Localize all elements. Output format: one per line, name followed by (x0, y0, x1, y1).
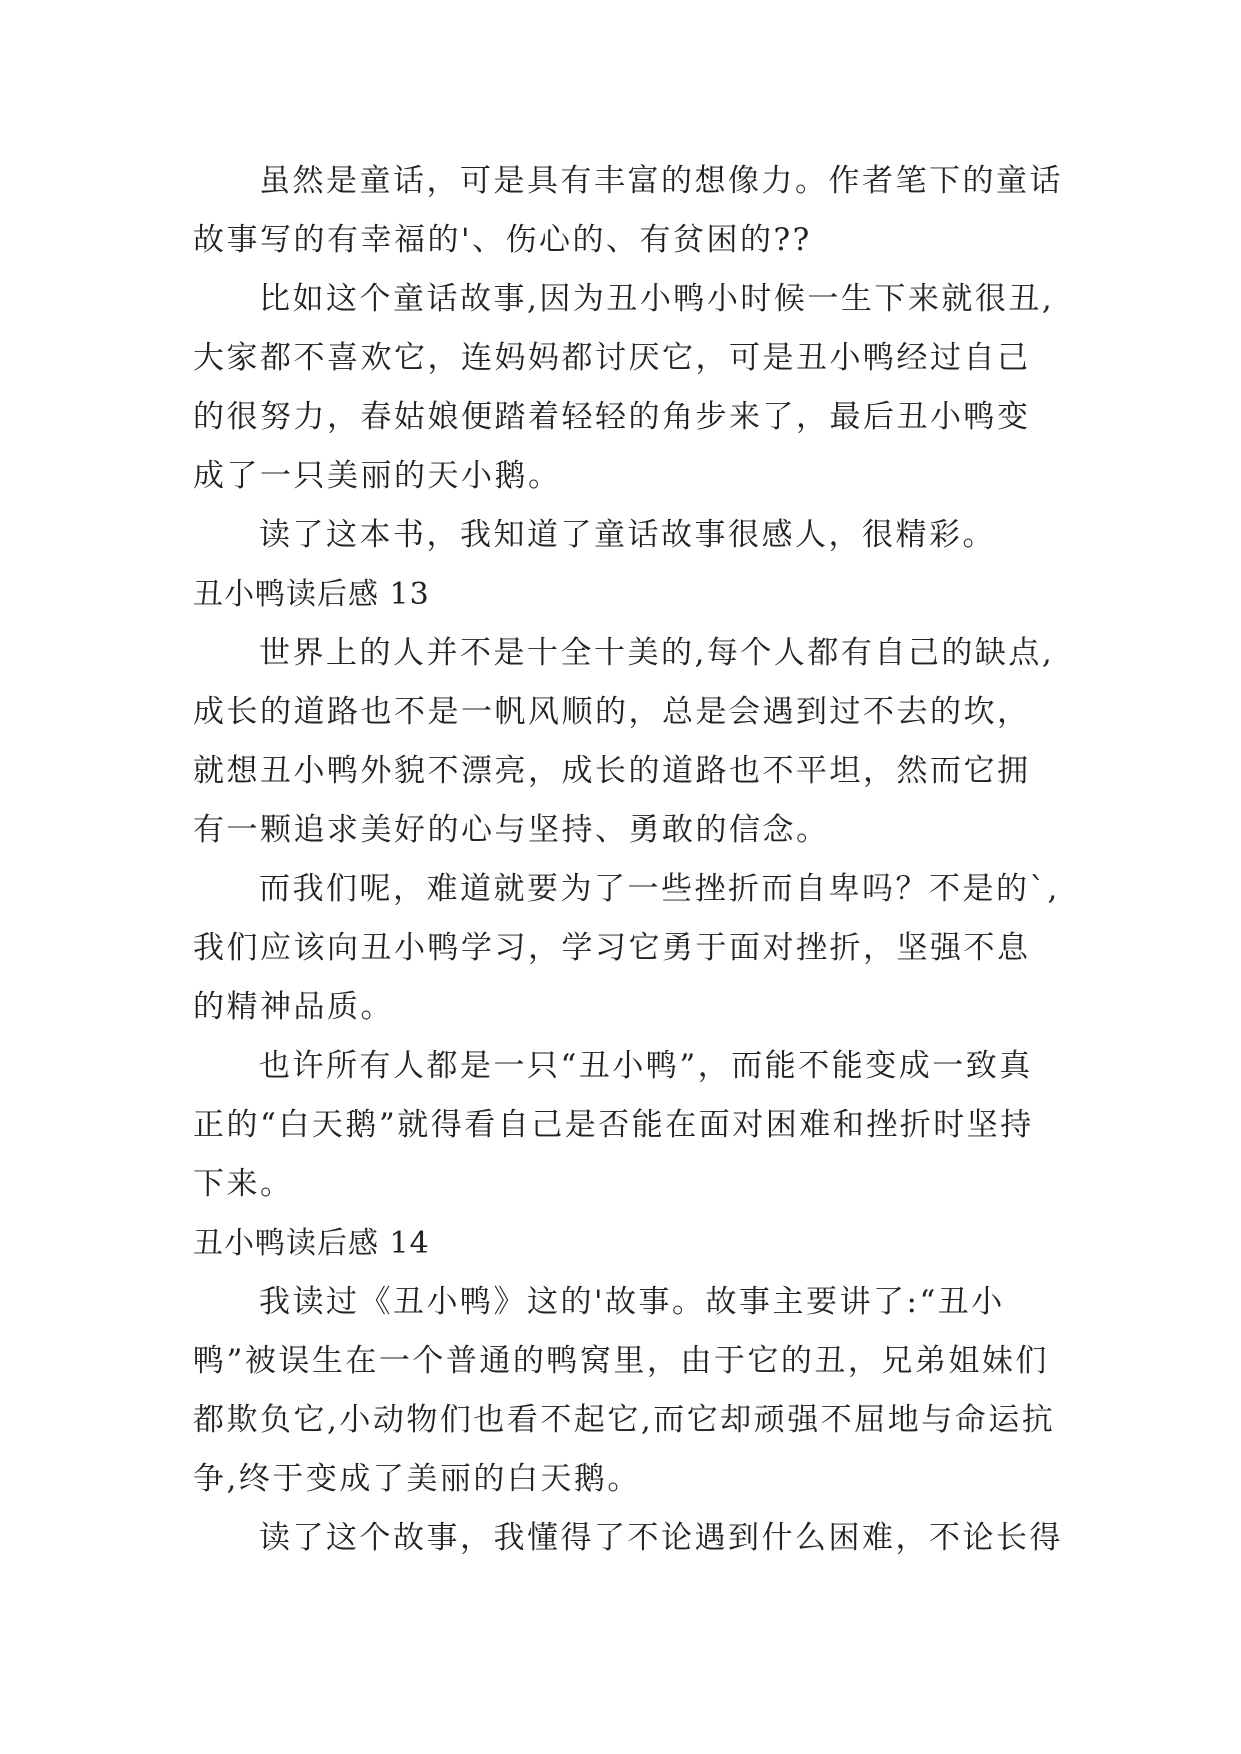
document-body (193, 152, 1063, 1568)
section-heading: 丑小鸭读后感 14 (193, 1226, 430, 1261)
paragraph: 读了这本书，我知道了童话故事很感人，很精彩。 (259, 517, 996, 553)
paragraph: 比如这个童话故事,因为丑小鸭小时候一生下来就很丑,大家都不喜欢它，连妈妈都讨厌它，可是丑小鸭经过自己的很努力，春姑娘便踏着轻轻的角步来了，最后丑小鸭变成了一只美丽的天小鹅。 (193, 281, 1055, 494)
section-heading: 丑小鸭读后感 13 (193, 577, 430, 612)
paragraph: 而我们呢，难道就要为了一些挫折而自卑吗？不是的`,我们应该向丑小鸭学习，学习它勇于面对挫折，坚强不息的精神品质。 (193, 871, 1060, 1025)
paragraph: 也许所有人都是一只“丑小鸭”，而能不能变成一致真正的“白天鹅”就得看自己是否能在面对困难和挫折时坚持下来。 (193, 1048, 1034, 1202)
paragraph: 虽然是童话，可是具有丰富的想像力。作者笔下的童话故事写的有幸福的'、伤心的、有贫困的?? (193, 163, 1063, 258)
paragraph: 世界上的人并不是十全十美的,每个人都有自己的缺点,成长的道路也不是一帆风顺的，总是会遇到过不去的坎，就想丑小鸭外貌不漂亮，成长的道路也不平坦，然而它拥有一颗追求美好的心与坚持、勇敢的信念。 (193, 635, 1055, 848)
paragraph: 读了这个故事，我懂得了不论遇到什么困难，不论长得 (259, 1520, 1063, 1556)
paragraph: 我读过《丑小鸭》这的'故事。故事主要讲了:“丑小鸭”被误生在一个普通的鸭窝里，由于它的丑，兄弟姐妹们都欺负它,小动物们也看不起它,而它却顽强不屈地与命运抗争,终于变成了美丽的白天鹅。 (193, 1284, 1056, 1497)
